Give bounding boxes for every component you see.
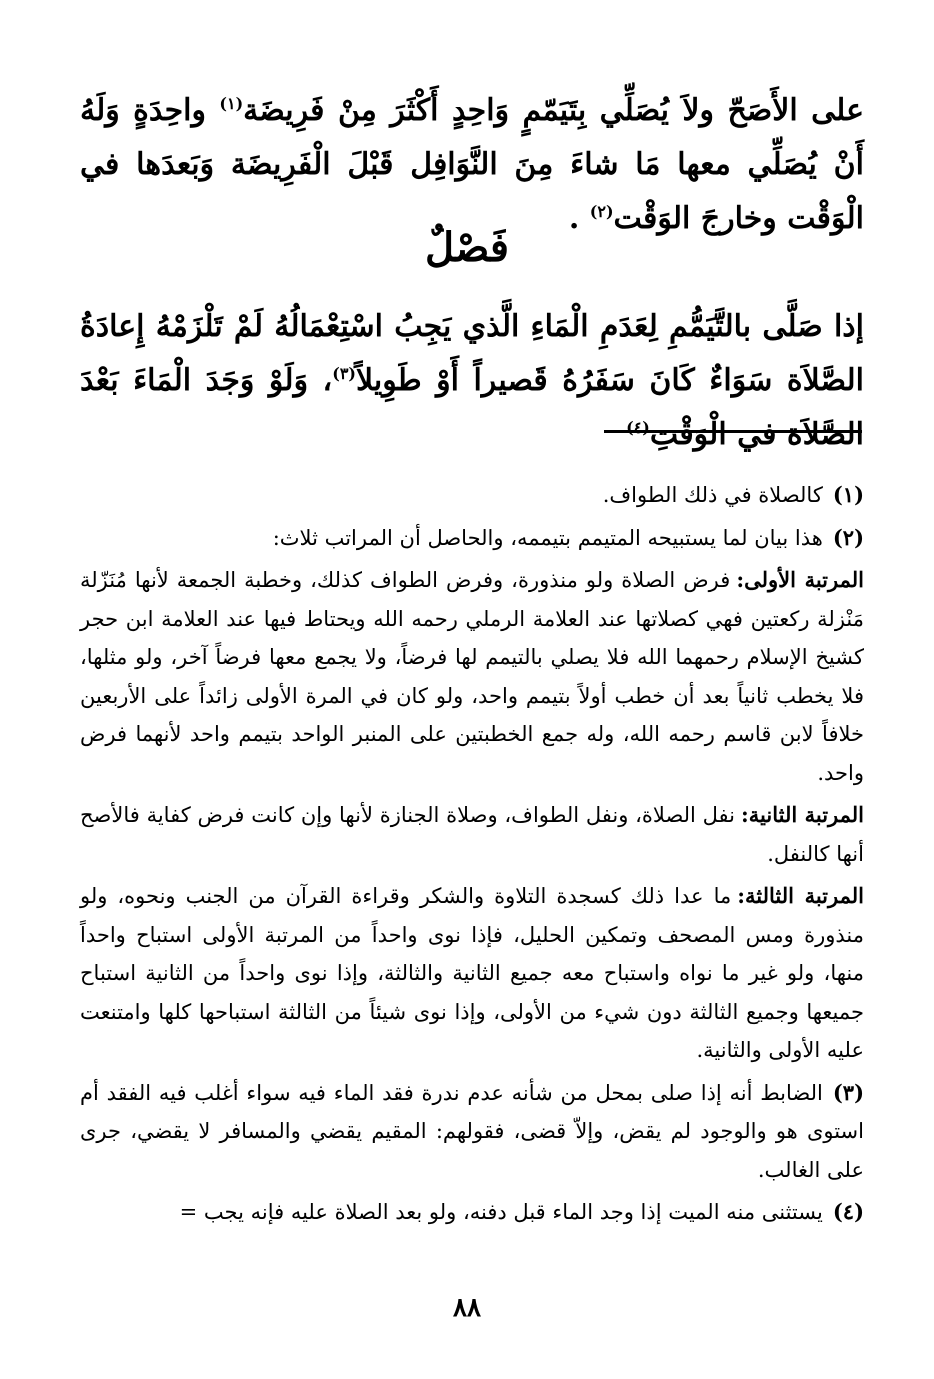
footnote-number: (١) [832,482,864,507]
footnote-2 [80,519,864,558]
main-text: إذا صَلَّى بالتَّيَمُّمِ لِعَدَمِ الْمَاءِ الَّذي يَجِبُ اسْتِعْمَالُهُ لَمْ تَلْزَمْهُ إِعادَةُ الصَّلاَة سَوَاءٌ كَانَ سَفَرُهُ قَصيراً أَوْ طَوِيلاً [80,309,864,398]
footnote-text: يستثنى منه الميت إذا وجد الماء قبل دفنه، ولو بعد الصلاة عليه فإنه يجب = [179,1200,823,1224]
footnote-number: (٢) [832,524,864,550]
footnote-ref-2: (٢) [589,202,614,221]
page-number: ٨٨ [453,1293,481,1323]
main-text: ، وَلَوْ وَجَدَ الْمَاءَ بَعْدَ الصَّلاَة في الْوَقْتِ [80,363,864,452]
footnote-ref-3: (٣) [332,364,356,383]
footnotes [80,476,864,1236]
footnote-3 [80,1074,864,1190]
rank-text: ما عدا ذلك كسجدة التلاوة والشكر وقراءة القرآن من الجنب ونحوه، ولو منذورة ومس المصحف وتمكين الحليل، فإذا نوى واحداً من المرتبة الأولى استباح واحداً منها، ولو غير ما نواه واستباح معه جميع الثانية والثالثة، وإذا نوى واحداً من الثانية استباح جميعها وجميع الثالثة دون شيء من الأولى، وإذا نوى شيئاً من الثالثة استباحها كلها وامتنعت عليه الأولى والثانية. [80,884,864,1062]
footnote-4 [80,1193,864,1232]
section-heading: فَصْلٌ [424,224,510,271]
main-text: واحِدَةٍ وَلَهُ أَنْ يُصَلِّي معها مَا شاءَ مِنَ النَّوَافِل قَبْلَ الْفَرِيضَة وَبَعدَها في الْوَقْت وخارجَ الوَقْت [80,93,864,236]
footnote-ref-4: (٤) [626,418,650,437]
footnote-ref-1: (١) [219,94,244,113]
footnote-text: كالصلاة في ذلك الطواف. [602,483,823,507]
footnote-text: هذا بيان لما يستبيحه المتيمم بتيممه، والحاصل أن المراتب ثلاث: [272,525,823,550]
rank-label: المرتبة الثانية: [741,802,864,827]
main-text: . [568,201,590,236]
rank-text: فرض الصلاة ولو منذورة، وفرض الطواف كذلك، وخطبة الجمعة لأنها مُنَزّلة مَنْزلة ركعتين فهي كصلاتها عند العلامة الرملي رحمه الله ويحتاط فيها عند العلامة ابن حجر كشيخ الإسلام رحمهما الله فلا يصلي بالتيمم لها فرضاً، ولا يجمع معها فرضاً آخر، ولو مثلها، فلا يخطب ثانياً بعد أن خطب أولاً بتيمم واحد، ولو كان في المرة الأولى زائداً على الأربعين خلافاً لابن قاسم رحمه الله، وله جمع الخطبتين على المنبر الواحد بتيمم واحد لأنهما فرض واحد. [80,568,864,785]
footnote-1 [80,476,864,515]
rank-label: المرتبة الأولى: [736,567,864,592]
rank-text: نفل الصلاة، ونفل الطواف، وصلاة الجنازة لأنها وإن كانت فرض كفاية فالأصح أنها كالنفل. [80,803,864,866]
rank-1 [80,561,864,792]
footnote-number: (٣) [832,1079,864,1105]
footnote-text: الضابط أنه إذا صلى بمحل من شأنه عدم ندرة فقد الماء فيه سواء أغلب فيه الفقد أم استوى هو والوجود لم يقض، وإلاّ قضى، فقولهم: المقيم يقضي والمسافر لا يقضي، جرى على الغالب. [80,1080,864,1182]
main-text: على الأَصَحّ ولاَ يُصَلِّي بِتَيَمّمٍ وَاحِدٍ أَكْثَرَ مِنْ فَرِيضَة [243,93,864,128]
footnote-separator [604,430,862,433]
main-paragraph-2 [80,300,864,462]
rank-label: المرتبة الثالثة: [737,883,864,908]
rank-3 [80,877,864,1070]
footnote-number: (٤) [832,1199,864,1224]
rank-2 [80,796,864,873]
